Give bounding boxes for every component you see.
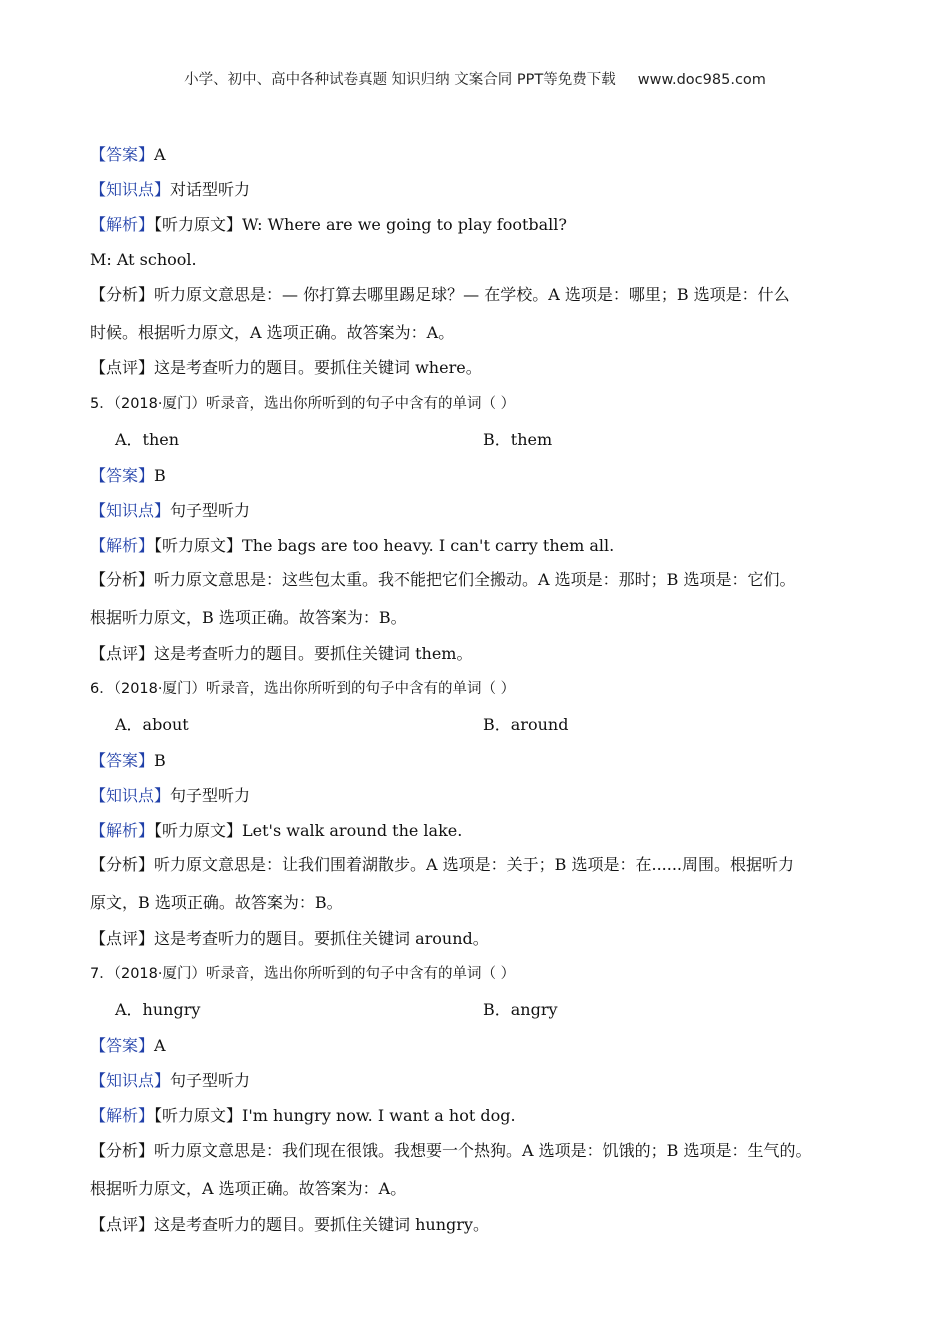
q6-original: Let's walk around the lake.: [242, 821, 463, 840]
q5-answer-line: [90, 466, 166, 486]
page-header: [0, 68, 950, 89]
q7-knowledge-line: [90, 1071, 250, 1091]
q5-option-a: A．then: [115, 430, 180, 449]
q5-knowledge: 句子型听力: [170, 501, 251, 520]
q6-answer-line: [90, 751, 166, 771]
q4-analysis-line: [90, 285, 790, 305]
q6-knowledge: 句子型听力: [170, 786, 251, 805]
comment-label: 【点评】: [90, 644, 155, 663]
answer-label: 【答案】: [90, 751, 155, 770]
q4-original2: M: At school.: [90, 250, 197, 269]
q5-original-line: [90, 536, 614, 556]
q4-knowledge-line: [90, 180, 250, 200]
q4-answer: A: [154, 145, 166, 164]
q7-knowledge: 句子型听力: [170, 1071, 251, 1090]
q6-option-b: B．around: [483, 715, 569, 734]
q6-answer: B: [154, 751, 166, 770]
q6-analysis-line: [90, 855, 794, 875]
q4-analysis2: 时候。根据听力原文，A 选项正确。故答案为：A。: [90, 323, 455, 342]
q5-option-b: B．them: [483, 430, 553, 449]
q5-answer: B: [154, 466, 166, 485]
analysis-tag-label: 【解析】: [90, 821, 155, 840]
comment-label: 【点评】: [90, 358, 155, 377]
q6-analysis2: 原文，B 选项正确。故答案为：B。: [90, 893, 343, 912]
q7-stem: 7．（2018·厦门）听录音，选出你所听到的句子中含有的单词（ ）: [90, 966, 516, 982]
original-label: 【听力原文】: [154, 1106, 243, 1125]
knowledge-label: 【知识点】: [90, 1071, 171, 1090]
analysis-label: 【分析】: [90, 285, 155, 304]
comment-label: 【点评】: [90, 929, 155, 948]
answer-label: 【答案】: [90, 466, 155, 485]
q4-analysis1: 听力原文意思是：— 你打算去哪里踢足球？— 在学校。A 选项是：哪里；B 选项是：什么: [154, 285, 790, 304]
q4-comment: 这是考查听力的题目。要抓住关键词 where。: [154, 358, 482, 377]
header-site: www.doc985.com: [637, 72, 766, 88]
q4-comment-line: [90, 358, 482, 378]
q6-original-line: [90, 821, 462, 841]
analysis-tag-label: 【解析】: [90, 1106, 155, 1125]
answer-label: 【答案】: [90, 145, 155, 164]
comment-label: 【点评】: [90, 1215, 155, 1234]
analysis-tag-label: 【解析】: [90, 536, 155, 555]
q6-comment: 这是考查听力的题目。要抓住关键词 around。: [154, 929, 489, 948]
q5-analysis1: 听力原文意思是：这些包太重。我不能把它们全搬动。A 选项是：那时；B 选项是：它们。: [154, 570, 796, 589]
answer-label: 【答案】: [90, 1036, 155, 1055]
q6-stem: 6．（2018·厦门）听录音，选出你所听到的句子中含有的单词（ ）: [90, 681, 516, 697]
q7-original: I'm hungry now. I want a hot dog.: [242, 1106, 516, 1125]
q6-comment-line: [90, 929, 489, 949]
q6-option-a: A．about: [115, 715, 189, 734]
q7-answer-line: [90, 1036, 166, 1056]
q4-knowledge: 对话型听力: [170, 180, 251, 199]
q5-comment-line: [90, 644, 472, 664]
q7-option-a: A．hungry: [115, 1000, 201, 1019]
knowledge-label: 【知识点】: [90, 501, 171, 520]
original-label: 【听力原文】: [154, 536, 243, 555]
original-label: 【听力原文】: [154, 821, 243, 840]
q6-knowledge-line: [90, 786, 250, 806]
analysis-label: 【分析】: [90, 570, 155, 589]
q4-original: W: Where are we going to play football?: [242, 215, 567, 234]
q4-original-line: [90, 215, 567, 235]
q5-analysis-line: [90, 570, 796, 590]
q6-analysis1: 听力原文意思是：让我们围着湖散步。A 选项是：关于；B 选项是：在......周围。根据听力: [154, 855, 795, 874]
knowledge-label: 【知识点】: [90, 180, 171, 199]
analysis-label: 【分析】: [90, 1141, 155, 1160]
q4-answer-line: [90, 145, 166, 165]
q5-original: The bags are too heavy. I can't carry them all.: [242, 536, 615, 555]
q7-comment: 这是考查听力的题目。要抓住关键词 hungry。: [154, 1215, 489, 1234]
q7-comment-line: [90, 1215, 489, 1235]
q7-answer: A: [154, 1036, 166, 1055]
q7-analysis-line: [90, 1141, 812, 1161]
q7-analysis1: 听力原文意思是：我们现在很饿。我想要一个热狗。A 选项是：饥饿的；B 选项是：生气的。: [154, 1141, 812, 1160]
q5-stem: 5．（2018·厦门）听录音，选出你所听到的句子中含有的单词（ ）: [90, 396, 516, 412]
q7-analysis2: 根据听力原文，A 选项正确。故答案为：A。: [90, 1179, 407, 1198]
q5-knowledge-line: [90, 501, 250, 521]
q5-analysis2: 根据听力原文，B 选项正确。故答案为：B。: [90, 608, 407, 627]
q5-comment: 这是考查听力的题目。要抓住关键词 them。: [154, 644, 473, 663]
header-text: 小学、初中、高中各种试卷真题 知识归纳 文案合同 PPT等免费下载: [184, 72, 616, 88]
q7-original-line: [90, 1106, 516, 1126]
analysis-tag-label: 【解析】: [90, 215, 155, 234]
original-label: 【听力原文】: [154, 215, 243, 234]
knowledge-label: 【知识点】: [90, 786, 171, 805]
analysis-label: 【分析】: [90, 855, 155, 874]
q7-option-b: B．angry: [483, 1000, 558, 1019]
